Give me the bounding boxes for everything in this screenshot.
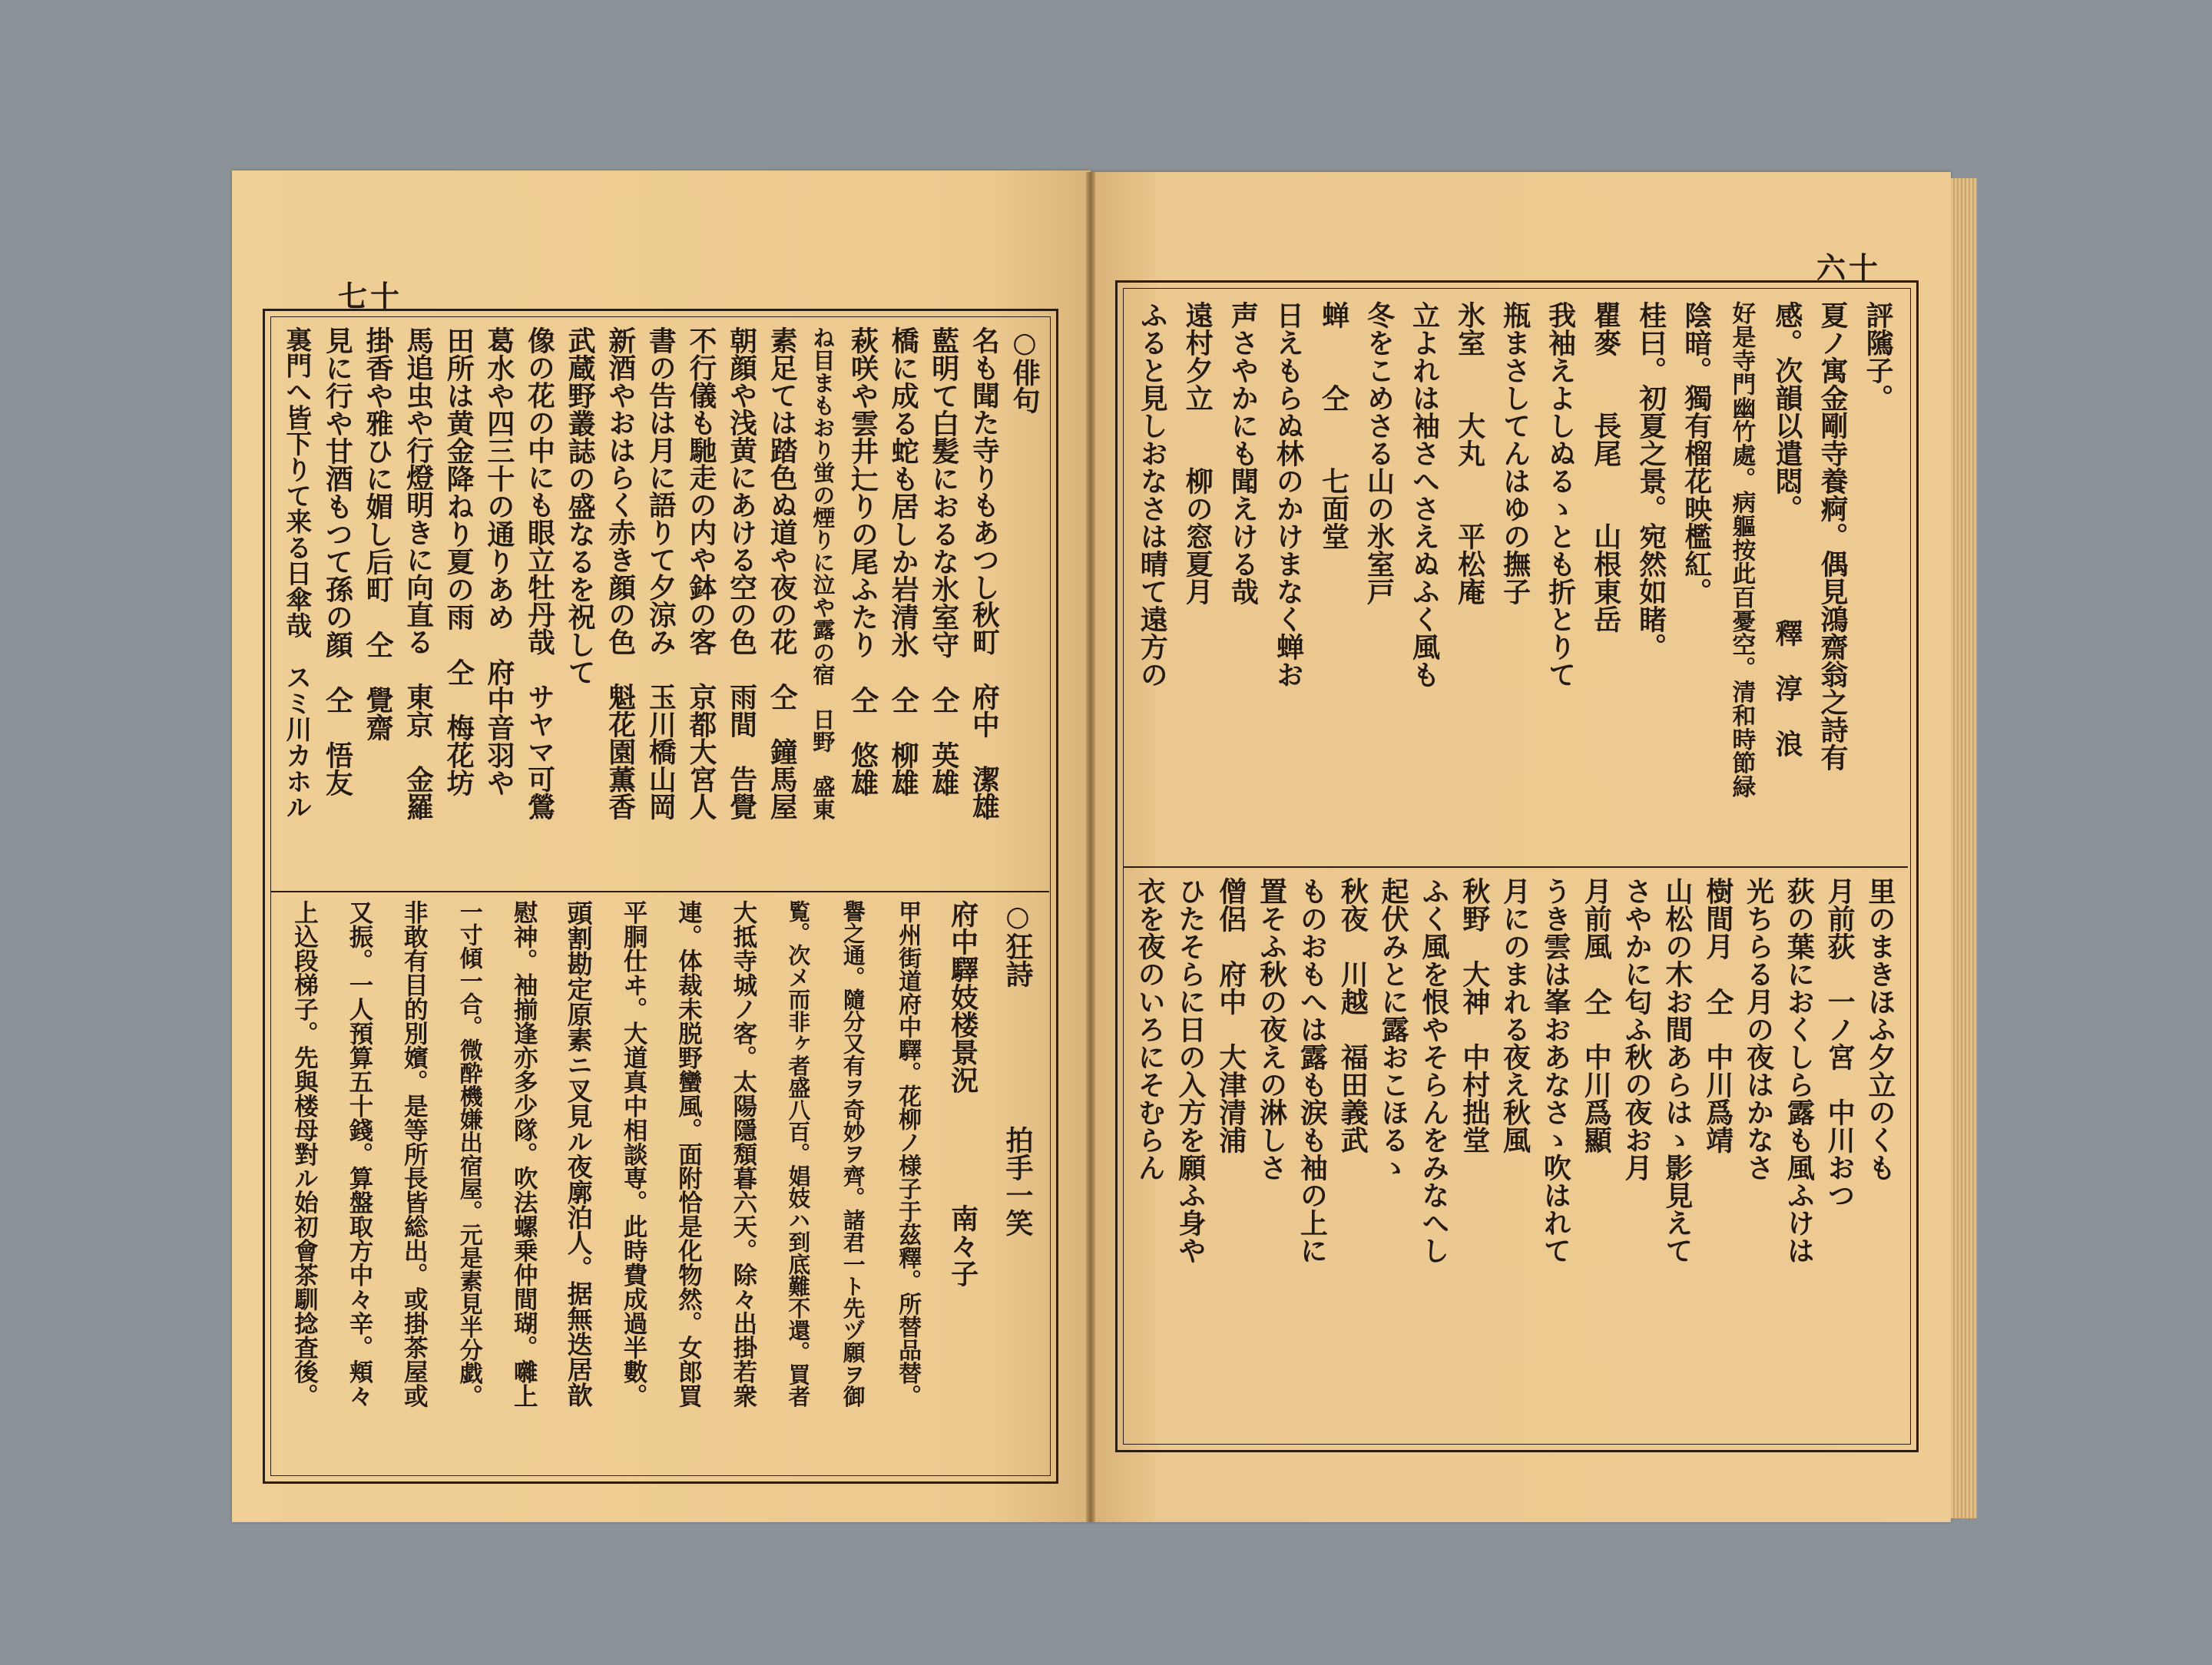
hyoron-column: 日えもらぬ林のかけまなく蝉お — [1272, 301, 1305, 688]
haiku-column: 葛水や四三十の通りあめ 府中音羽や — [482, 326, 515, 796]
haiku-column: 新酒やおはらく赤き顔の色 魁花園薫香 — [604, 326, 637, 820]
hyoron-column: ふると見しおなさは晴て遠方の — [1136, 301, 1169, 688]
waka-column: 僧侶 府中 大津清浦 — [1214, 877, 1247, 1154]
waka-column: 里のまきほふ夕立のくも — [1864, 877, 1896, 1181]
hyoron-column: 陰暗。獨有榴花映檻紅。 — [1680, 301, 1713, 605]
haiku-section — [276, 326, 1045, 879]
hyoron-column: 瞿麥 長尾 山根東岳 — [1589, 301, 1622, 633]
right-divider — [1123, 866, 1908, 868]
kyoshi-column: 大抵寺城ノ客。太陽隱頽暮六天。除々出掛若衆 — [728, 900, 757, 1408]
haiku-column: 裏門へ皆下りて来る日傘哉 スミ川カホル — [281, 326, 313, 820]
hyoron-column: 声さやかにも聞えける哉 — [1227, 301, 1260, 605]
kyoshi-column: 上込段梯子。先與楼母對ル始初會茶馴捻査後。 — [290, 900, 319, 1408]
waka-column: 月前風 仝 中川爲顯 — [1580, 877, 1613, 1154]
haiku-column: 素足ては踏色ぬ道や夜の花 仝 鐘馬屋 — [766, 326, 799, 820]
hyoron-section — [1129, 301, 1900, 858]
hyoron-column: 遠村夕立 柳の窓夏月 — [1181, 301, 1214, 605]
haiku-column: ね目まもおり蛍の煙りに泣や露の宿 日野 盛東 — [809, 326, 836, 820]
kyoshi-column: 連。体裁未脱野蠻風。面附恰是化物然。女郎買 — [674, 900, 703, 1408]
left-folio: 七十 — [338, 279, 403, 313]
haiku-column: 朝顔や浅黄にあける空の色 雨間 告覺 — [725, 326, 758, 820]
haiku-column: 田所は黄金降ねり夏の雨 仝 梅花坊 — [442, 326, 475, 796]
waka-column: 山松の木お間あらはゝ影見えて — [1661, 877, 1694, 1264]
kyoshi-section — [276, 900, 1045, 1468]
kyoshi-column: 慰神。袖揃逢亦多少隊。吹法螺乗仲間瑚。囃上 — [509, 900, 538, 1408]
haiku-column: 馬追虫や行燈明きに向直る 東京 金羅 — [402, 326, 435, 820]
waka-column: ひたそらに日の入方を願ふ身や — [1174, 877, 1207, 1264]
hyoron-column: 瓶まさしてんはゆの撫子 — [1498, 301, 1532, 605]
waka-column: 起伏みとに露おこほるゝ — [1377, 877, 1410, 1181]
haiku-column: 橋に成る蛇も居しか岩清氷 仝 柳雄 — [887, 326, 920, 796]
haiku-column: 萩咲や雲井辷りの尾ふたり 仝 悠雄 — [846, 326, 879, 796]
kyoshi-column: 府中驛妓楼景況 南々子 — [946, 900, 979, 1287]
kyoshi-column: 一寸傾一合。微酔機嫌出宿屋。元是素見半分戯。 — [455, 900, 482, 1408]
haiku-column: 掛香や雅ひに媚し后町 仝 覺齋 — [362, 326, 394, 741]
kyoshi-column: 甲州街道府中驛。花柳ノ様子于茲釋。所替品替。 — [894, 900, 922, 1408]
hyoron-column: 立よれは袖さへさえぬふく風も — [1408, 301, 1441, 688]
kyoshi-column: 又振。一人預算五十錢。算盤取方中々辛。頬々 — [344, 900, 373, 1408]
kyoshi-column: 平胴仕ヰ。大道真中相談専。此時費成過半數。 — [619, 900, 648, 1408]
left-divider — [270, 891, 1049, 892]
kyoshi-column: 譽之通。隨分又有ヲ奇妙ヲ齊。諸君一ト先ヅ願ヲ御 — [839, 900, 866, 1408]
hyoron-column: 冬をこめさる山の氷室戸 — [1363, 301, 1396, 605]
hyoron-column: 感。次韻以遣悶。 釋 淳 浪 — [1770, 301, 1803, 757]
waka-column: 置そふ秋の夜えの淋しさ — [1255, 877, 1288, 1181]
hyoron-column: 夏ノ寓金剛寺養痾。偶見鴻齋翁之詩有 — [1816, 301, 1849, 771]
waka-column: 荻の葉におくしら露も風ふけは — [1783, 877, 1816, 1264]
haiku-column: 書の告は月に語りて夕涼み 玉川橋山岡 — [644, 326, 677, 820]
waka-column: うき雲は峯おあなさゝ吹はれて — [1539, 877, 1572, 1264]
waka-column: 樹間月 仝 中川爲靖 — [1701, 877, 1734, 1154]
haiku-column: 武蔵野叢誌の盛なるを祝して — [564, 326, 597, 686]
haiku-column: 見に行や甘酒もつて孫の顔 仝 悟友 — [321, 326, 354, 796]
kyoshi-column: 覧。次メ而非ヶ者盛八百。娼妓ハ到底難不還。買者 — [785, 900, 812, 1408]
haiku-column: 藍明て白髪におるな氷室守 仝 英雄 — [927, 326, 960, 796]
right-folio: 六十 — [1816, 250, 1882, 285]
waka-section — [1129, 877, 1900, 1438]
hyoron-column: 好是寺門幽竹處。病軀按此百憂空。清和時節緑 — [1727, 301, 1756, 799]
haiku-column: ○俳句 — [1008, 326, 1041, 414]
waka-column: 秋夜 川越 福田義武 — [1336, 877, 1369, 1154]
haiku-column: 不行儀も馳走の内や鉢の客 京都大宮人 — [685, 326, 717, 820]
hyoron-column: 我袖えよしぬるゝとも折とりて — [1544, 301, 1577, 688]
hyoron-column: 蝉 仝 七面堂 — [1317, 301, 1350, 550]
haiku-column: 像の花の中にも眼立牡丹哉 サヤマ可鶯 — [523, 326, 556, 820]
kyoshi-column: 非敢有目的別嬪。是等所長皆総出。或掛茶屋或 — [399, 900, 429, 1408]
waka-column: 月にのまれる夜え秋風 — [1498, 877, 1532, 1154]
waka-column: 秋野 大神 中村拙堂 — [1458, 877, 1491, 1154]
waka-column: さやかに匂ふ秋の夜お月 — [1621, 877, 1654, 1181]
book-gutter — [1086, 172, 1095, 1522]
haiku-column: 名も聞た寺りもあつし秋町 府中 潔雄 — [968, 326, 1001, 820]
waka-column: 衣を夜のいろにそむらん — [1134, 877, 1167, 1181]
hyoron-column: 桂曰。初夏之景。宛然如睹。 — [1634, 301, 1667, 660]
kyoshi-column: 頭割勘定原素ニ叉見ル夜廓泊人。据無迭居歆 — [563, 900, 594, 1408]
waka-column: ものおもへは露も涙も袖の上に — [1296, 877, 1329, 1264]
hyoron-column: 評隲子。 — [1862, 301, 1894, 412]
kyoshi-column: ○狂詩 拍手一笑 — [1002, 900, 1034, 1236]
hyoron-column: 氷室 大丸 平松庵 — [1453, 301, 1486, 605]
waka-column: 光ちらる月の夜はかなさ — [1742, 877, 1775, 1181]
waka-column: 月前荻 一ノ宮 中川おつ — [1823, 877, 1856, 1209]
waka-column: ふく風を恨やそらんをみなへし — [1417, 877, 1450, 1264]
page-edges — [1951, 178, 1977, 1518]
